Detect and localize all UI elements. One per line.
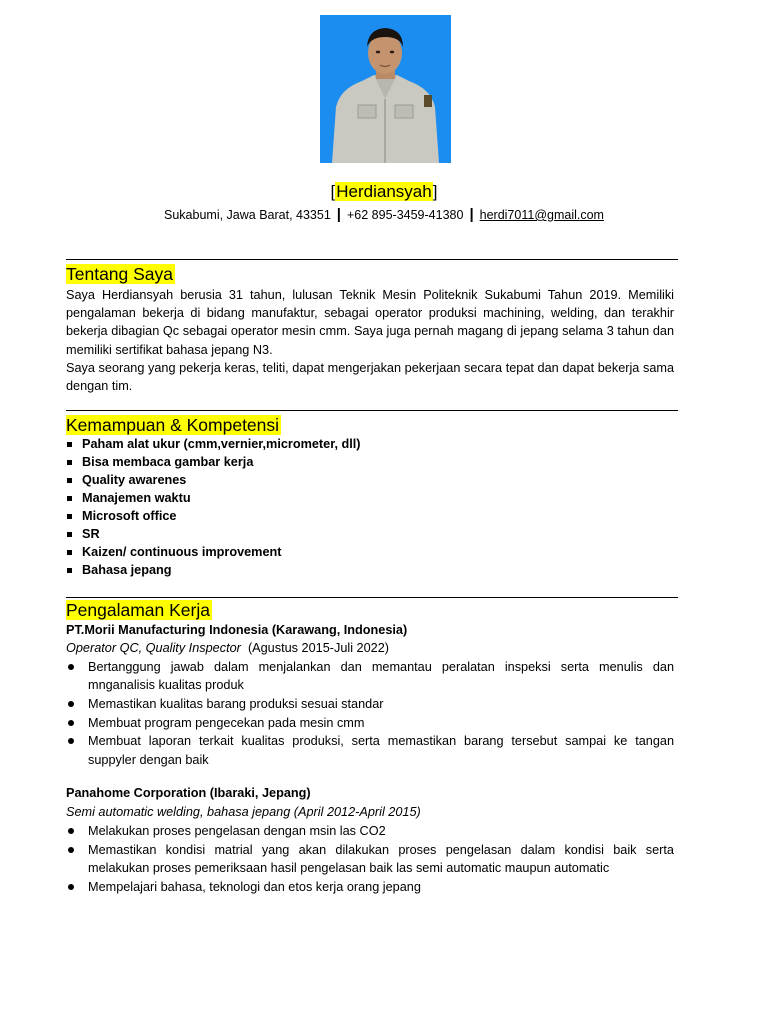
list-item: Memastikan kualitas barang produksi sesuai standar: [66, 695, 674, 713]
job-period: (Agustus 2015-Juli 2022): [247, 641, 389, 655]
skills-list: [66, 435, 361, 579]
list-item: Mempelajari bahasa, teknologi dan etos kerja orang jepang: [66, 878, 674, 896]
contact-separator: |: [336, 206, 341, 223]
list-item: Kaizen/ continuous improvement: [66, 543, 361, 561]
profile-photo: [320, 15, 451, 163]
job-role-title: Semi automatic welding, bahasa jepang (April 2012-April 2015): [66, 805, 421, 819]
list-item: Microsoft office: [66, 507, 361, 525]
job-company: Panahome Corporation (Ibaraki, Jepang): [66, 786, 311, 800]
job-duties-list: [66, 822, 674, 896]
list-item: Membuat program pengecekan pada mesin cmm: [66, 714, 674, 732]
job-role: [66, 639, 389, 657]
about-paragraph: Saya seorang yang pekerja keras, teliti, dapat mengerjakan pekerjaan secara tepat dan dapat bekerja sama dengan tim.: [66, 360, 674, 394]
phone-text: +62 895-3459-41380: [347, 208, 464, 222]
job-company: PT.Morii Manufacturing Indonesia (Karawang, Indonesia): [66, 623, 408, 637]
section-divider: [66, 410, 678, 411]
address-text: Sukabumi, Jawa Barat, 43351: [164, 208, 331, 222]
candidate-name: [0, 181, 768, 203]
list-item: Melakukan proses pengelasan dengan msin las CO2: [66, 822, 674, 840]
list-item: Paham alat ukur (cmm,vernier,micrometer, dll): [66, 435, 361, 453]
job-role-title: Operator QC, Quality Inspector: [66, 641, 241, 655]
section-divider: [66, 259, 678, 260]
about-text: [66, 286, 674, 395]
list-item: SR: [66, 525, 361, 543]
email-link[interactable]: herdi7011@gmail.com: [479, 208, 604, 222]
list-item: Quality awarenes: [66, 471, 361, 489]
name-text: Herdiansyah: [336, 182, 432, 201]
section-divider: [66, 597, 678, 598]
name-bracket-open: [: [330, 182, 336, 201]
list-item: Manajemen waktu: [66, 489, 361, 507]
list-item: Bahasa jepang: [66, 561, 361, 579]
contact-separator: |: [469, 206, 474, 223]
list-item: Bisa membaca gambar kerja: [66, 453, 361, 471]
section-title-experience: Pengalaman Kerja: [66, 600, 210, 620]
about-paragraph: Saya Herdiansyah berusia 31 tahun, lulusan Teknik Mesin Politeknik Sukabumi Tahun 2019. Memiliki pengalaman bekerja di bidang manufaktur, sebagai operator produksi machining, welding, dan terakhir bekerja dibagian Qc sebagai operator mesin cmm. Saya juga pernah magang di jepang selama 3 tahun dan memiliki sertifikat bahasa jepang N3.: [66, 288, 674, 357]
list-item: Memastikan kondisi matrial yang akan dilakukan proses pengelasan dalam kondisi baik serta melakukan proses pemeriksaan hasil pengelasan baik las semi automatic maupun automatic: [66, 841, 674, 877]
list-item: Bertanggung jawab dalam menjalankan dan memantau peralatan inspeksi serta menulis dan mnganalisis kualitas produk: [66, 658, 674, 694]
job-duties-list: [66, 658, 674, 769]
contact-line: [0, 207, 768, 223]
list-item: Membuat laporan terkait kualitas produksi, serta memastikan barang tersebut sampai ke tangan suppyler dengan baik: [66, 732, 674, 768]
job-role: [66, 803, 421, 821]
person-portrait-icon: [320, 15, 451, 163]
section-title-about: Tentang Saya: [66, 264, 174, 284]
section-title-skills: Kemampuan & Kompetensi: [66, 415, 280, 435]
name-bracket-close: ]: [432, 182, 438, 201]
